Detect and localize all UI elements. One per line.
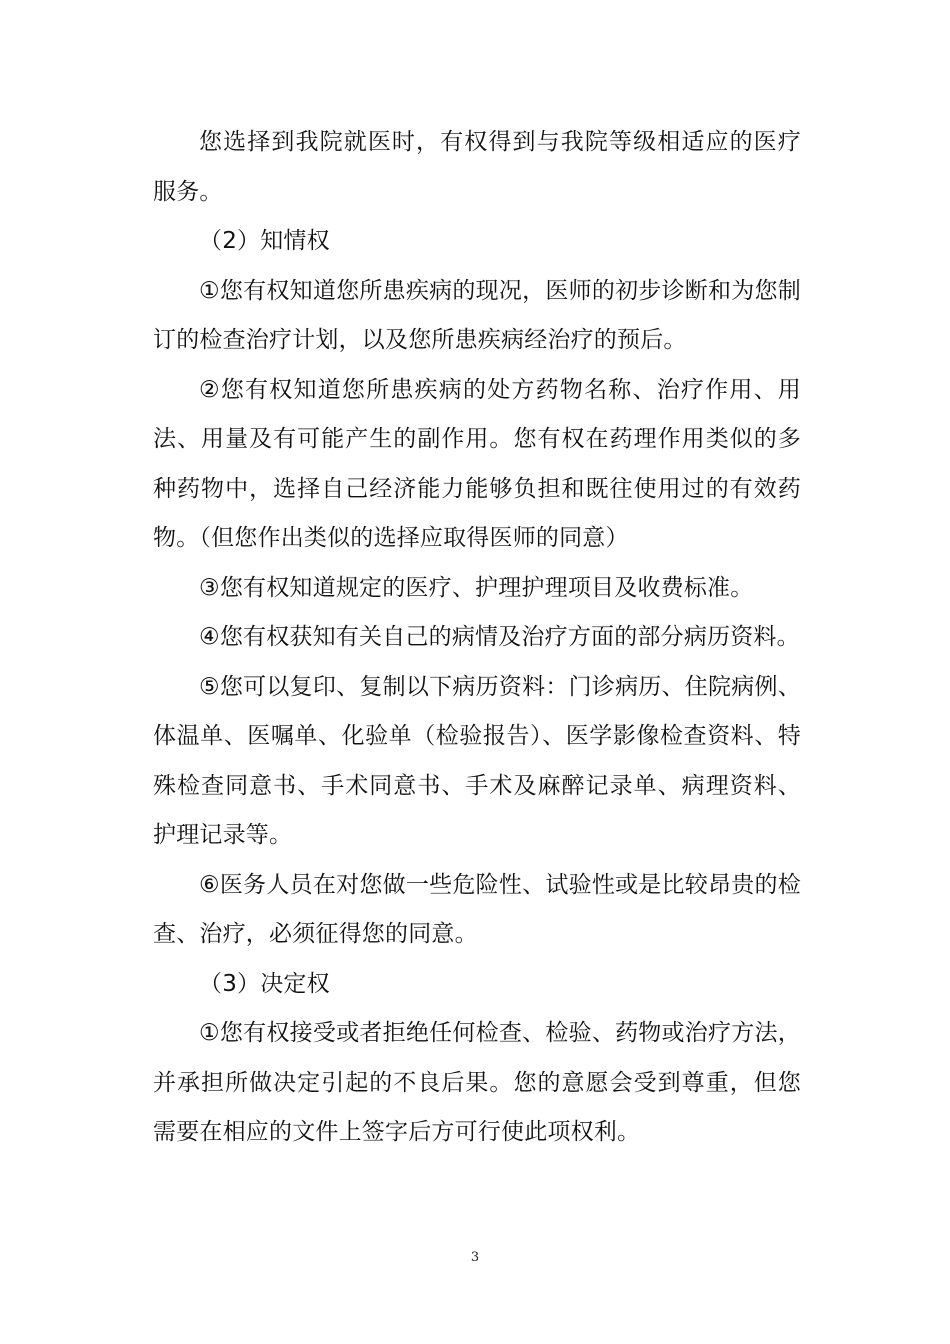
page-number: 3	[470, 1250, 480, 1265]
paragraph-know-2: ②您有权知道您所患疾病的处方药物名称、治疗作用、用法、用量及有可能产生的副作用。您有权在药理作用类似的多种药物中，选择自己经济能力能够负担和既往使用过的有效药物。（但您作出类似的选择应取得医师的同意）	[153, 376, 801, 551]
paragraph-decide-1: ①您有权接受或者拒绝任何检查、检验、药物或治疗方法，并承担所做决定引起的不良后果。您的意愿会受到尊重，但您需要在相应的文件上签字后方可行使此项权利。	[153, 1020, 801, 1145]
body-text	[153, 118, 801, 1158]
paragraph-know-6: ⑥医务人员在对您做一些危险性、试验性或是比较昂贵的检查、治疗，必须征得您的同意。	[153, 871, 801, 947]
section-heading-right-to-decide: （3）决定权	[199, 970, 330, 997]
paragraph-service-right: 您选择到我院就医时，有权得到与我院等级相适应的医疗服务。	[153, 129, 801, 205]
paragraph-know-5: ⑤您可以复印、复制以下病历资料：门诊病历、住院病例、体温单、医嘱单、化验单（检验报告）、医学影像检查资料、特殊检查同意书、手术同意书、手术及麻醉记录单、病理资料、护理记录等。	[153, 673, 801, 848]
section-heading-right-to-know: （2）知情权	[199, 228, 330, 254]
paragraph-know-1: ①您有权知道您所患疾病的现况，医师的初步诊断和为您制订的检查治疗计划，以及您所患疾病经治疗的预后。	[153, 277, 801, 353]
paragraph-know-3: ③您有权知道规定的医疗、护理护理项目及收费标准。	[199, 574, 754, 601]
paragraph-know-4: ④您有权获知有关自己的病情及治疗方面的部分病历资料。	[199, 624, 800, 650]
